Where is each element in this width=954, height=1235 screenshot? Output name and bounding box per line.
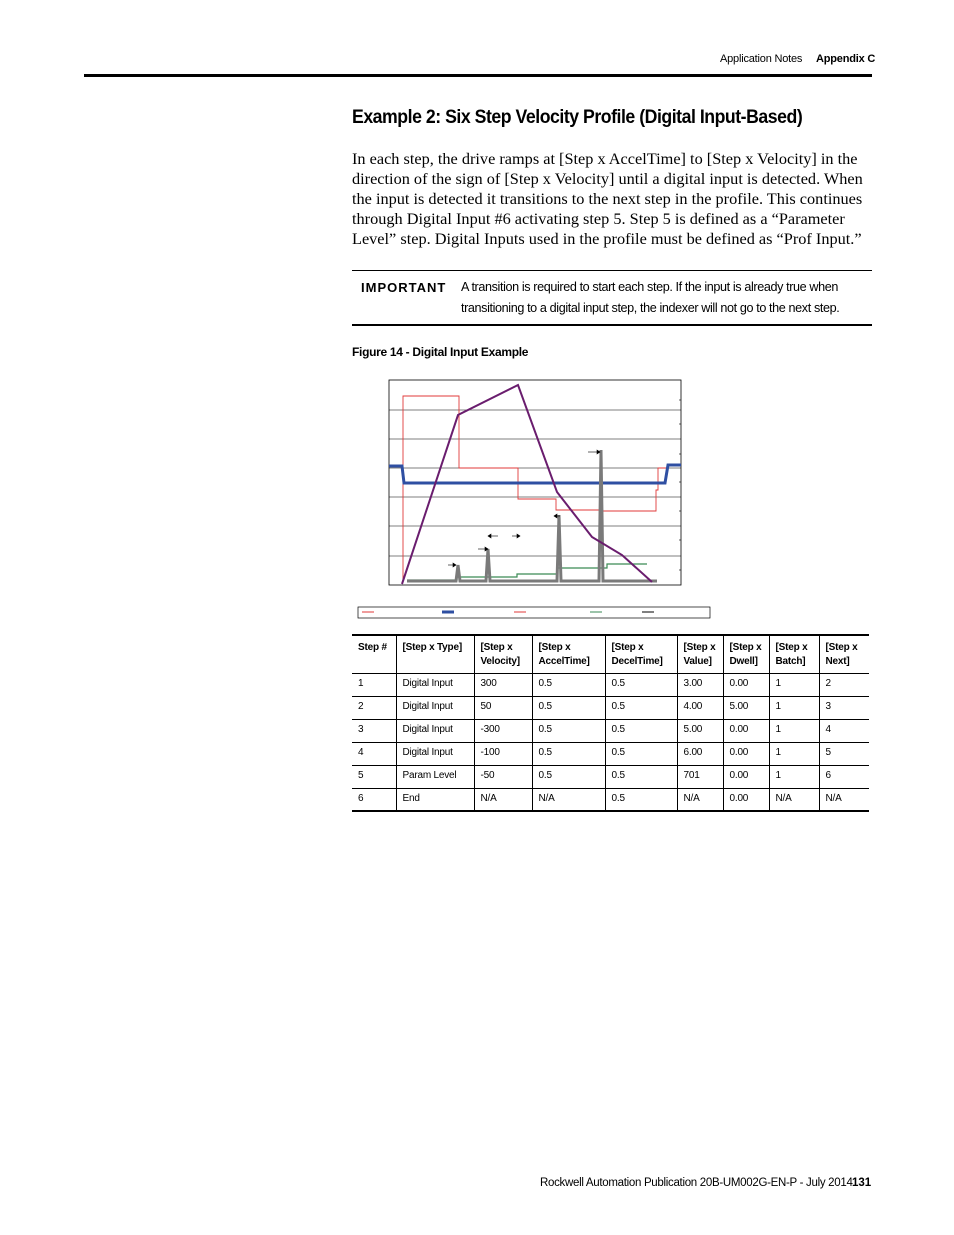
table-cell: 0.5 bbox=[605, 742, 677, 765]
table-cell: 1 bbox=[769, 673, 819, 696]
header-step-acceltime: [Step x AccelTime] bbox=[532, 635, 605, 673]
table-cell: 5 bbox=[819, 742, 869, 765]
table-cell: 701 bbox=[677, 765, 723, 788]
footer-page-number: 131 bbox=[852, 1177, 872, 1189]
figure-caption: Figure 14 - Digital Input Example bbox=[352, 345, 529, 359]
table-cell: 1 bbox=[769, 765, 819, 788]
table-cell: 3.00 bbox=[677, 673, 723, 696]
step-parameter-table bbox=[352, 634, 869, 812]
header-step-value: [Step x Value] bbox=[677, 635, 723, 673]
table-cell: Param Level bbox=[396, 765, 474, 788]
table-cell: -50 bbox=[474, 765, 532, 788]
header-step-number: Step # bbox=[358, 642, 387, 653]
table-cell: 0.5 bbox=[605, 788, 677, 811]
table-cell: 300 bbox=[474, 673, 532, 696]
table-row bbox=[352, 765, 869, 788]
important-text: A transition is required to start each step. If the input is already true when transitioning to a digital input step, the indexer will not go to the next step. bbox=[461, 279, 840, 315]
table-cell: 6 bbox=[352, 788, 396, 811]
table-cell: 0.5 bbox=[532, 742, 605, 765]
table-cell: N/A bbox=[677, 788, 723, 811]
table-header-row bbox=[352, 635, 869, 673]
table-cell: 0.5 bbox=[532, 673, 605, 696]
header-appendix-label: Appendix C bbox=[816, 53, 876, 65]
table-cell: 0.00 bbox=[723, 788, 769, 811]
header-step-deceltime: [Step x DecelTime] bbox=[605, 635, 677, 673]
table-row bbox=[352, 673, 869, 696]
table-cell: 50 bbox=[474, 696, 532, 719]
table-row bbox=[352, 719, 869, 742]
table-cell: 6.00 bbox=[677, 742, 723, 765]
footer-publication: Rockwell Automation Publication 20B-UM002G-EN-P - July 2014 bbox=[540, 1177, 853, 1189]
table-cell: 1 bbox=[352, 673, 396, 696]
table-row bbox=[352, 788, 869, 811]
header-rule bbox=[84, 74, 872, 77]
table-cell: 0.00 bbox=[723, 673, 769, 696]
table-cell: 4 bbox=[819, 719, 869, 742]
table-cell: End bbox=[396, 788, 474, 811]
page-title: Example 2: Six Step Velocity Profile (Digital Input-Based) bbox=[352, 107, 803, 128]
table-cell: N/A bbox=[769, 788, 819, 811]
table-cell: N/A bbox=[532, 788, 605, 811]
table-cell: 1 bbox=[769, 719, 819, 742]
table-cell: 3 bbox=[819, 696, 869, 719]
table-cell: 3 bbox=[352, 719, 396, 742]
important-note bbox=[352, 270, 872, 326]
table-cell: 0.00 bbox=[723, 742, 769, 765]
header-section-label: Application Notes bbox=[720, 53, 803, 65]
table-row bbox=[352, 696, 869, 719]
important-label: IMPORTANT bbox=[361, 280, 447, 295]
table-cell: 4 bbox=[352, 742, 396, 765]
table-cell: 0.5 bbox=[532, 765, 605, 788]
table-cell: 0.5 bbox=[605, 673, 677, 696]
body-paragraph: In each step, the drive ramps at [Step x AccelTime] to [Step x Velocity] in the direction of the sign of [Step x Velocity] until a digital input is detected. When the input is detected it transitions to the next step in the profile. This continues through Digital Input #6 activating step 5. Step 5 is defined as a “Parameter Level” step. Digital Inputs used in the profile must be defined as “Prof Input.” bbox=[352, 149, 863, 248]
table-cell: 0.5 bbox=[605, 719, 677, 742]
table-cell: 0.5 bbox=[532, 696, 605, 719]
table-cell: 5.00 bbox=[723, 696, 769, 719]
table-cell: 6 bbox=[819, 765, 869, 788]
table-cell: 0.5 bbox=[605, 696, 677, 719]
header-step-velocity: [Step x Velocity] bbox=[474, 635, 532, 673]
table-cell: 4.00 bbox=[677, 696, 723, 719]
table-cell: 1 bbox=[769, 696, 819, 719]
table-cell: 2 bbox=[352, 696, 396, 719]
header-step-next: [Step x Next] bbox=[819, 635, 869, 673]
table-cell: 0.00 bbox=[723, 719, 769, 742]
table-row bbox=[352, 742, 869, 765]
digital-input-chart bbox=[352, 372, 714, 622]
table-cell: Digital Input bbox=[396, 696, 474, 719]
header-step-batch: [Step x Batch] bbox=[769, 635, 819, 673]
table-cell: Digital Input bbox=[396, 742, 474, 765]
table-cell: Digital Input bbox=[396, 719, 474, 742]
table-cell: 2 bbox=[819, 673, 869, 696]
chart-legend bbox=[358, 607, 710, 618]
header-step-type: [Step x Type] bbox=[396, 635, 474, 673]
table-cell: 0.5 bbox=[532, 719, 605, 742]
header-step-dwell: [Step x Dwell] bbox=[723, 635, 769, 673]
table-cell: 1 bbox=[769, 742, 819, 765]
table-cell: -300 bbox=[474, 719, 532, 742]
table-cell: 0.5 bbox=[605, 765, 677, 788]
table-cell: 5.00 bbox=[677, 719, 723, 742]
table-cell: N/A bbox=[819, 788, 869, 811]
table-cell: 5 bbox=[352, 765, 396, 788]
table-cell: N/A bbox=[474, 788, 532, 811]
table-cell: Digital Input bbox=[396, 673, 474, 696]
table-cell: -100 bbox=[474, 742, 532, 765]
table-cell: 0.00 bbox=[723, 765, 769, 788]
